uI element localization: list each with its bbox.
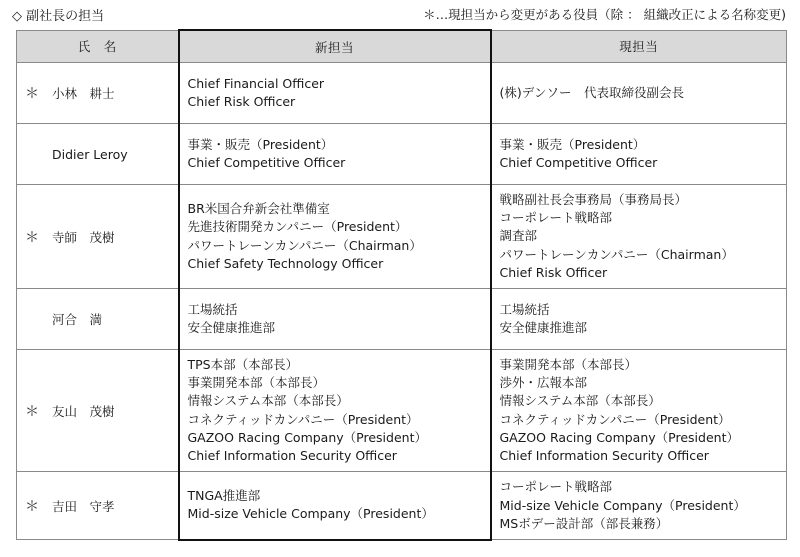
new-roles-cell — [179, 63, 491, 124]
table-row — [17, 124, 787, 185]
officer-name-wrapper — [17, 84, 178, 102]
current-role-item: (株)デンソー 代表取締役副会長 — [499, 84, 685, 100]
current-roles-list — [492, 295, 787, 343]
current-roles-cell — [491, 124, 787, 185]
current-roles-cell — [491, 289, 787, 350]
current-role-item: Chief Information Security Officer — [499, 448, 709, 464]
current-role-item: パワートレーンカンパニー（Chairman） — [499, 246, 734, 262]
new-roles-cell — [179, 289, 491, 350]
officer-name-cell — [17, 472, 179, 540]
current-role-item: コーポレート戦略部 — [499, 479, 613, 495]
officer-name-cell — [17, 63, 179, 124]
current-role-item: Mid-size Vehicle Company（President） — [499, 497, 746, 513]
new-role-item: Chief Financial Officer — [187, 75, 325, 91]
officer-name-wrapper — [17, 147, 178, 162]
table-row — [17, 63, 787, 124]
officer-name-cell — [17, 185, 179, 289]
current-role-item: 情報システム本部（本部長） — [499, 393, 661, 409]
current-role-item: 工場統括 — [499, 301, 550, 317]
current-role-item: コネクティッドカンパニー（President） — [499, 411, 731, 427]
name-column-header: 氏 名 — [17, 30, 179, 63]
new-roles-list — [180, 350, 490, 471]
officer-name: Didier Leroy — [52, 146, 128, 162]
new-role-item: 工場統括 — [187, 301, 238, 317]
current-roles-list — [492, 130, 787, 178]
officer-name: 友山 茂樹 — [52, 403, 115, 419]
change-marker: ＊ — [25, 498, 39, 515]
current-role-item: 事業開発本部（本部長） — [499, 357, 638, 373]
new-role-item: GAZOO Racing Company（President） — [187, 429, 427, 445]
officer-name-cell — [17, 289, 179, 350]
legend-note: ＊…現担当から変更がある役員（除 ： 組織改正による名称変更) — [423, 7, 786, 22]
new-role-item: 情報システム本部（本部長） — [187, 393, 349, 409]
new-roles-list — [180, 130, 490, 178]
officer-name-cell — [17, 124, 179, 185]
new-role-item: BR米国合弁新会社準備室 — [187, 201, 330, 217]
current-role-item: コーポレート戦略部 — [499, 210, 613, 226]
new-roles-cell — [179, 350, 491, 472]
new-role-item: 先進技術開発カンパニー（President） — [187, 219, 408, 235]
table-row — [17, 185, 787, 289]
new-roles-cell — [179, 472, 491, 540]
new-role-item: Chief Risk Officer — [187, 94, 296, 109]
current-roles-list — [492, 350, 787, 471]
officer-name-wrapper — [17, 402, 178, 420]
current-roles-cell — [491, 350, 787, 472]
current-roles-column-header: 現担当 — [491, 30, 787, 63]
officer-name: 寺師 茂樹 — [52, 229, 115, 245]
new-role-item: 安全健康推進部 — [187, 320, 276, 336]
new-role-item: TPS本部（本部長） — [187, 357, 299, 373]
new-role-item: Mid-size Vehicle Company（President） — [187, 506, 434, 522]
current-role-item: GAZOO Racing Company（President） — [499, 429, 739, 445]
new-role-item: Chief Information Security Officer — [187, 448, 397, 464]
new-roles-list — [180, 295, 490, 343]
current-role-item: MSボデー設計部（部長兼務） — [499, 515, 669, 531]
new-roles-list — [180, 481, 490, 529]
new-role-item: 事業・販売（President） — [187, 136, 334, 152]
page-header — [0, 0, 800, 24]
change-marker: ＊ — [25, 86, 39, 102]
current-roles-cell — [491, 63, 787, 124]
new-roles-list — [180, 194, 490, 279]
new-roles-column-header: 新担当 — [179, 30, 491, 63]
current-roles-list — [492, 472, 787, 539]
new-roles-list — [180, 69, 490, 117]
current-role-item: 渉外・広報本部 — [499, 375, 588, 391]
officer-name-wrapper — [17, 228, 178, 246]
section-title: ◇ 副社長の担当 — [12, 9, 105, 24]
officer-name-wrapper — [17, 310, 178, 328]
current-role-item: Chief Competitive Officer — [499, 155, 658, 170]
current-roles-list — [492, 185, 787, 288]
current-role-item: Chief Risk Officer — [499, 264, 608, 280]
officer-name: 小林 耕士 — [52, 86, 115, 101]
change-marker: ＊ — [25, 403, 39, 420]
officer-name: 吉田 守孝 — [52, 498, 115, 514]
table-row — [17, 350, 787, 472]
new-role-item: コネクティッドカンパニー（President） — [187, 411, 419, 427]
current-role-item: 調査部 — [499, 228, 538, 244]
officer-name: 河合 満 — [52, 312, 103, 328]
new-role-item: Chief Competitive Officer — [187, 155, 346, 170]
officer-name-cell — [17, 350, 179, 472]
current-role-item: 安全健康推進部 — [499, 320, 588, 336]
table-header-row — [17, 30, 787, 63]
table-row — [17, 472, 787, 540]
new-role-item: Chief Safety Technology Officer — [187, 255, 384, 271]
officer-assignment-table — [16, 29, 787, 541]
current-roles-list — [492, 78, 787, 108]
officer-name-wrapper — [17, 497, 178, 515]
new-role-item: TNGA推進部 — [187, 488, 261, 504]
table-row — [17, 289, 787, 350]
current-roles-cell — [491, 472, 787, 540]
current-role-item: 事業・販売（President） — [499, 136, 646, 152]
new-roles-cell — [179, 124, 491, 185]
new-role-item: 事業開発本部（本部長） — [187, 375, 326, 391]
current-role-item: 戦略副社長会事務局（事務局長） — [499, 192, 688, 207]
new-roles-cell — [179, 185, 491, 289]
change-marker: ＊ — [25, 229, 39, 246]
current-roles-cell — [491, 185, 787, 289]
new-role-item: パワートレーンカンパニー（Chairman） — [187, 237, 422, 253]
